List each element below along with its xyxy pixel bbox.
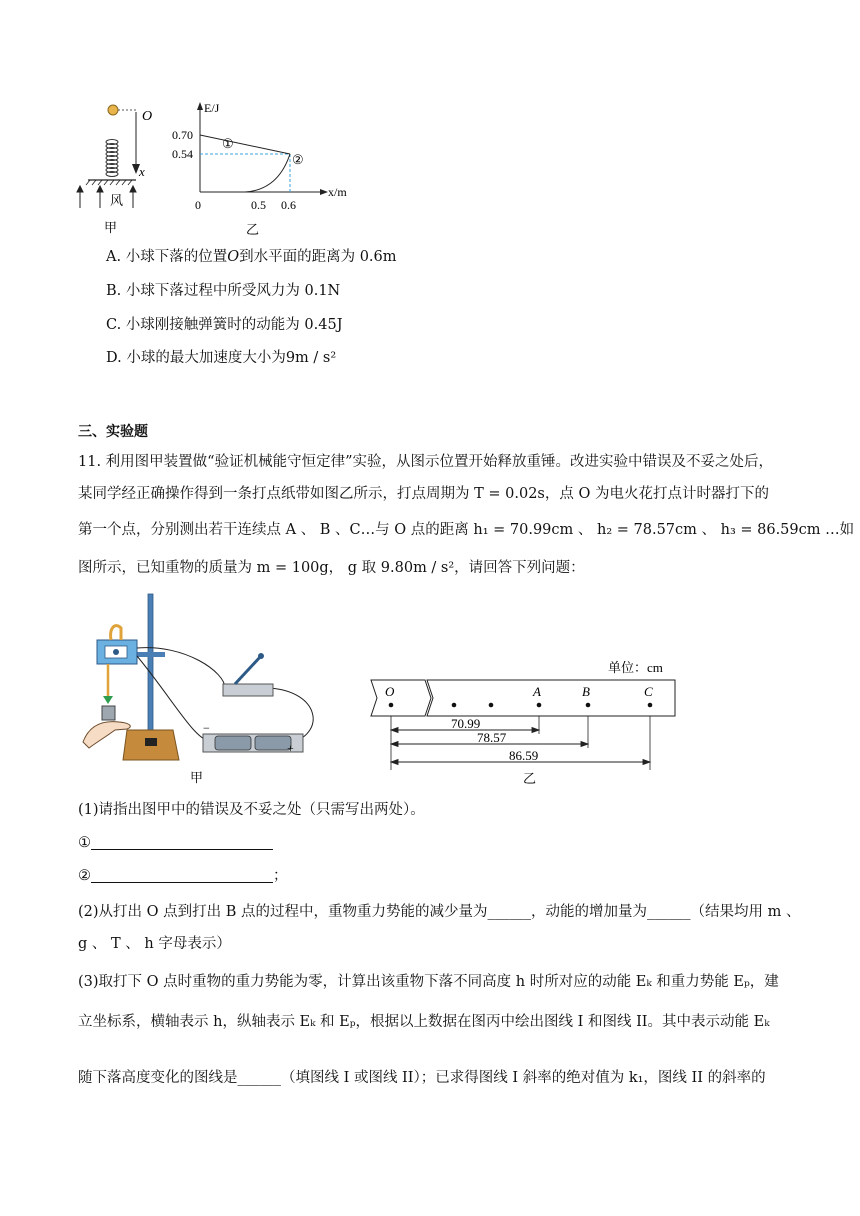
- option-c-id: C.: [106, 317, 122, 333]
- option-c: [106, 315, 343, 335]
- x-tick-06: 0.6: [281, 198, 296, 212]
- option-d: [106, 348, 336, 368]
- wind-arrows-icon: [77, 186, 136, 208]
- y-tick-054: 0.54: [172, 147, 193, 161]
- fig-top-x: x: [139, 164, 145, 179]
- y-tick-070: 0.70: [172, 128, 193, 142]
- q11-line4: 图所示，已知重物的质量为 m = 100g， g 取 9.80m / s²，请回答下列问题：: [78, 560, 585, 576]
- ball-icon: [108, 105, 118, 115]
- section-title: 三、实验题: [78, 424, 148, 440]
- blank2-row: [78, 866, 288, 886]
- battery-plus: +: [287, 741, 294, 755]
- y-axis-label: E/J: [204, 101, 220, 115]
- blank2-tail: ；: [273, 868, 288, 884]
- option-a-pre: 小球下落的位置: [125, 249, 228, 265]
- option-c-text: 小球刚接触弹簧时的动能为 0.45J: [125, 317, 343, 333]
- option-a-var: O: [227, 249, 240, 265]
- blank1-row: [78, 833, 273, 853]
- option-d-id: D.: [106, 350, 122, 366]
- tape-figure: [365, 652, 685, 787]
- blank2-label: ②: [78, 868, 91, 884]
- dim-70-99: 70.99: [451, 716, 481, 731]
- x-tick-0: 0: [195, 198, 201, 212]
- tape-unit: 单位：cm: [608, 660, 663, 675]
- x-axis-label: x/m: [328, 185, 347, 199]
- tape-dot-A: [537, 703, 542, 708]
- tape-label-B: B: [582, 684, 590, 699]
- sub3-line2: 立坐标系，横轴表示 h，纵轴表示 Eₖ 和 Eₚ，根据以上数据在图丙中绘出图线 I 和图线 II。其中表示动能 Eₖ: [78, 1014, 770, 1030]
- dim-78-57: 78.57: [477, 730, 507, 745]
- tape-label-O: O: [385, 684, 395, 699]
- fig-mid-yi: 乙: [523, 771, 537, 786]
- option-d-text: 小球的最大加速度大小为: [126, 350, 286, 366]
- fig-mid-jia: 甲: [190, 770, 204, 785]
- curve-1-label: ①: [222, 136, 234, 151]
- option-a-id: A.: [106, 249, 122, 265]
- tape-dot-O: [389, 703, 394, 708]
- curve-2: [245, 154, 290, 192]
- option-a-post: 到水平面的距离为 0.6m: [239, 249, 397, 265]
- x-tick-05: 0.5: [251, 198, 266, 212]
- q11-line2: 某同学经正确操作得到一条打点纸带如图乙所示，打点周期为 T = 0.02s，点 O 为电火花打点计时器打下的: [78, 486, 769, 502]
- hand-icon: [83, 722, 130, 748]
- fig-top-O: O: [142, 109, 153, 124]
- q11-line3: 第一个点，分别测出若干连续点 A 、 B 、C…与 O 点的距离 h₁ = 70.99cm 、 h₂ = 78.57cm 、 h₃ = 86.59cm …如: [78, 522, 855, 538]
- option-d-value: 9m / s²: [285, 350, 337, 366]
- dim-86-59: 86.59: [509, 748, 539, 763]
- fig-top-jia: 甲: [104, 220, 118, 235]
- curve-2-label: ②: [292, 152, 304, 167]
- blank1-field[interactable]: [91, 833, 273, 850]
- sub2-line1: (2)从打出 O 点到打出 B 点的过程中，重物重力势能的减少量为______，动能的增加量为______（结果均用 m 、: [78, 904, 801, 920]
- blank1-label: ①: [78, 835, 91, 851]
- blank2-field[interactable]: [91, 866, 273, 883]
- wind-label: 风: [110, 193, 124, 208]
- option-a: [106, 247, 397, 267]
- option-b: [106, 281, 340, 301]
- sub2-line2: g 、 T 、 h 字母表示）: [78, 936, 231, 952]
- apparatus-figure: [75, 592, 330, 792]
- fig-top-yi: 乙: [246, 222, 260, 237]
- tape-label-C: C: [644, 684, 653, 699]
- weight-icon: [102, 706, 115, 720]
- curve-1: [200, 135, 290, 154]
- sub1: (1)请指出图甲中的错误及不妥之处（只需写出两处）。: [78, 802, 425, 818]
- switch-icon: [223, 653, 273, 696]
- option-b-text: 小球下落过程中所受风力为 0.1N: [125, 283, 341, 299]
- tape-dot-B: [586, 703, 591, 708]
- option-b-id: B.: [106, 283, 122, 299]
- q11-line1: 11. 利用图甲装置做“验证机械能守恒定律”实验，从图示位置开始释放重锤。改进实验中错误及不妥之处后，: [78, 454, 773, 470]
- battery-minus: −: [203, 721, 210, 735]
- top-figure: [70, 98, 370, 243]
- sub3-line1: (3)取打下 O 点时重物的重力势能为零，计算出该重物下落不同高度 h 时所对应的动能 Eₖ 和重力势能 Eₚ，建: [78, 974, 779, 990]
- tape-label-A: A: [533, 684, 541, 699]
- sub3-line3: 随下落高度变化的图线是______（填图线 I 或图线 II）；已求得图线 I 斜率的绝对值为 k₁，图线 II 的斜率的: [78, 1070, 766, 1086]
- tape-dot-C: [648, 703, 653, 708]
- spring-icon: [106, 140, 118, 177]
